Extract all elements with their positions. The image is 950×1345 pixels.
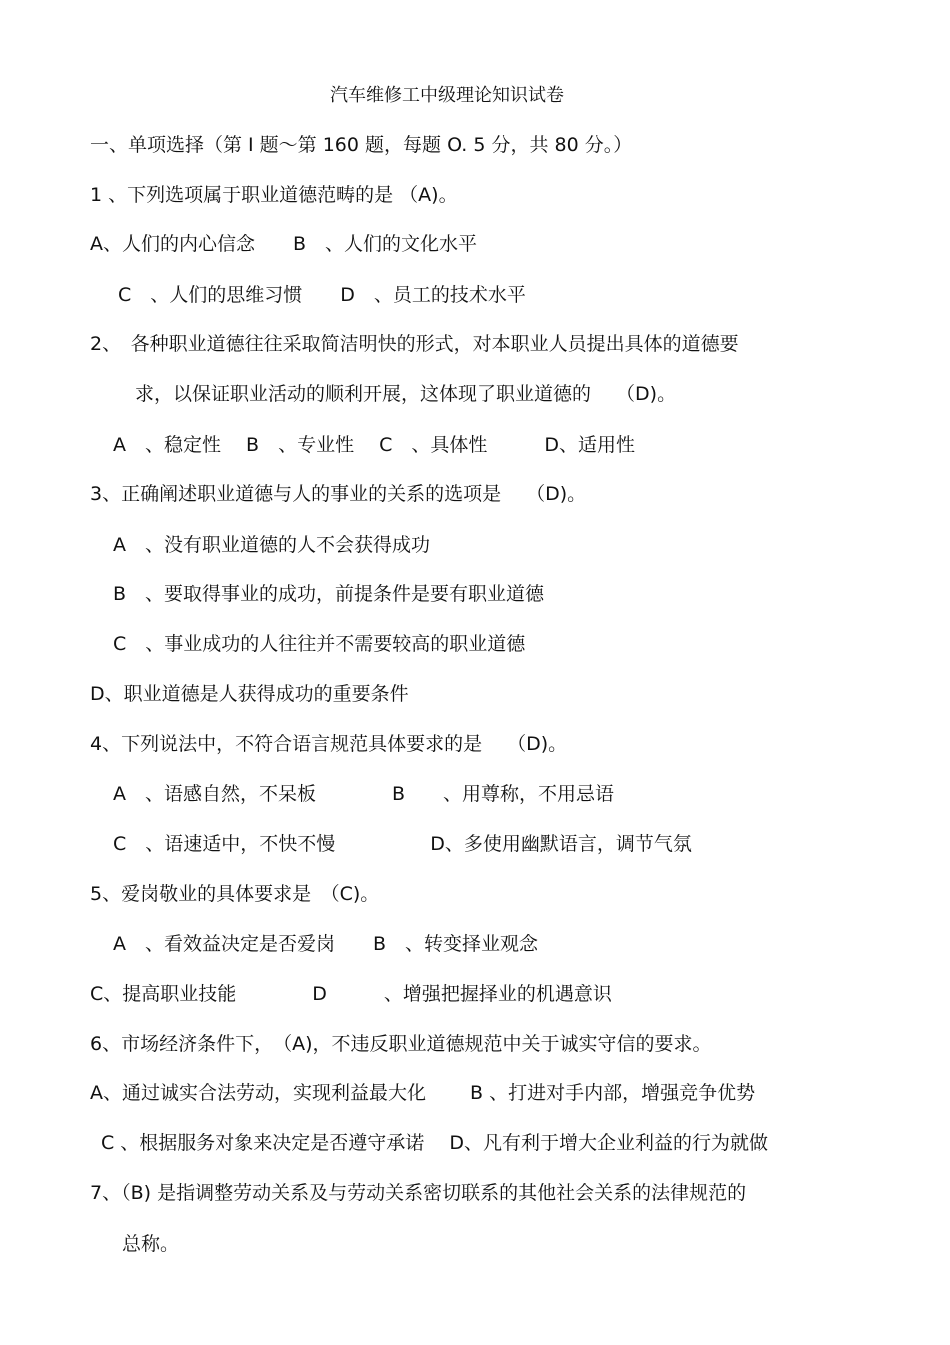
section-heading: 一、单项选择（第 I 题～第 160 题，每题 O. 5 分，共 80 分。） bbox=[90, 134, 633, 156]
question-3-option-d: D、职业道德是人获得成功的重要条件 bbox=[90, 683, 409, 705]
question-2-stem-line-1: 2、 各种职业道德往往采取简洁明快的形式，对本职业人员提出具体的道德要 bbox=[90, 333, 739, 355]
question-6-stem: 6、市场经济条件下， （A)，不违反职业道德规范中关于诚实守信的要求。 bbox=[90, 1033, 712, 1055]
question-5-stem: 5、爱岗敬业的具体要求是 （C)。 bbox=[90, 883, 380, 905]
question-3-option-c: C 、事业成功的人往往并不需要较高的职业道德 bbox=[113, 633, 526, 655]
question-3-option-b: B 、要取得事业的成功，前提条件是要有职业道德 bbox=[113, 583, 545, 605]
question-4-options-row-1: A 、语感自然，不呆板 B 、用尊称，不用忌语 bbox=[113, 783, 615, 805]
question-1-options-row-2: C 、人们的思维习惯 D 、员工的技术水平 bbox=[118, 284, 526, 306]
document-title: 汽车维修工中级理论知识试卷 bbox=[330, 85, 564, 106]
question-4-options-row-2: C 、语速适中，不快不慢 D、多使用幽默语言，调节气氛 bbox=[113, 833, 692, 855]
question-6-options-row-1: A、通过诚实合法劳动，实现利益最大化 B 、打进对手内部，增强竞争优势 bbox=[90, 1082, 756, 1104]
question-5-options-row-1: A 、看效益决定是否爱岗 B 、转变择业观念 bbox=[113, 933, 539, 955]
question-4-stem: 4、下列说法中，不符合语言规范具体要求的是 （D)。 bbox=[90, 733, 568, 755]
question-1-options-row-1: A、人们的内心信念 B 、人们的文化水平 bbox=[90, 233, 478, 255]
question-2-stem-line-2: 求，以保证职业活动的顺利开展，这体现了职业道德的 （D)。 bbox=[135, 383, 677, 405]
question-3-stem: 3、正确阐述职业道德与人的事业的关系的选项是 （D)。 bbox=[90, 483, 587, 505]
question-5-options-row-2: C、提高职业技能 D 、增强把握择业的机遇意识 bbox=[90, 983, 612, 1005]
question-3-option-a: A 、没有职业道德的人不会获得成功 bbox=[113, 534, 430, 556]
question-7-stem-line-2: 总称。 bbox=[122, 1233, 180, 1255]
question-7-stem-line-1: 7、（B) 是指调整劳动关系及与劳动关系密切联系的其他社会关系的法律规范的 bbox=[90, 1182, 747, 1204]
question-1-stem: 1 、下列选项属于职业道德范畴的是 （A)。 bbox=[90, 184, 458, 206]
question-2-options-row-1: A 、稳定性 B 、专业性 C 、具体性 D、适用性 bbox=[113, 434, 636, 456]
question-6-options-row-2: C 、根据服务对象来决定是否遵守承诺 D、凡有利于增大企业利益的行为就做 bbox=[101, 1132, 768, 1154]
